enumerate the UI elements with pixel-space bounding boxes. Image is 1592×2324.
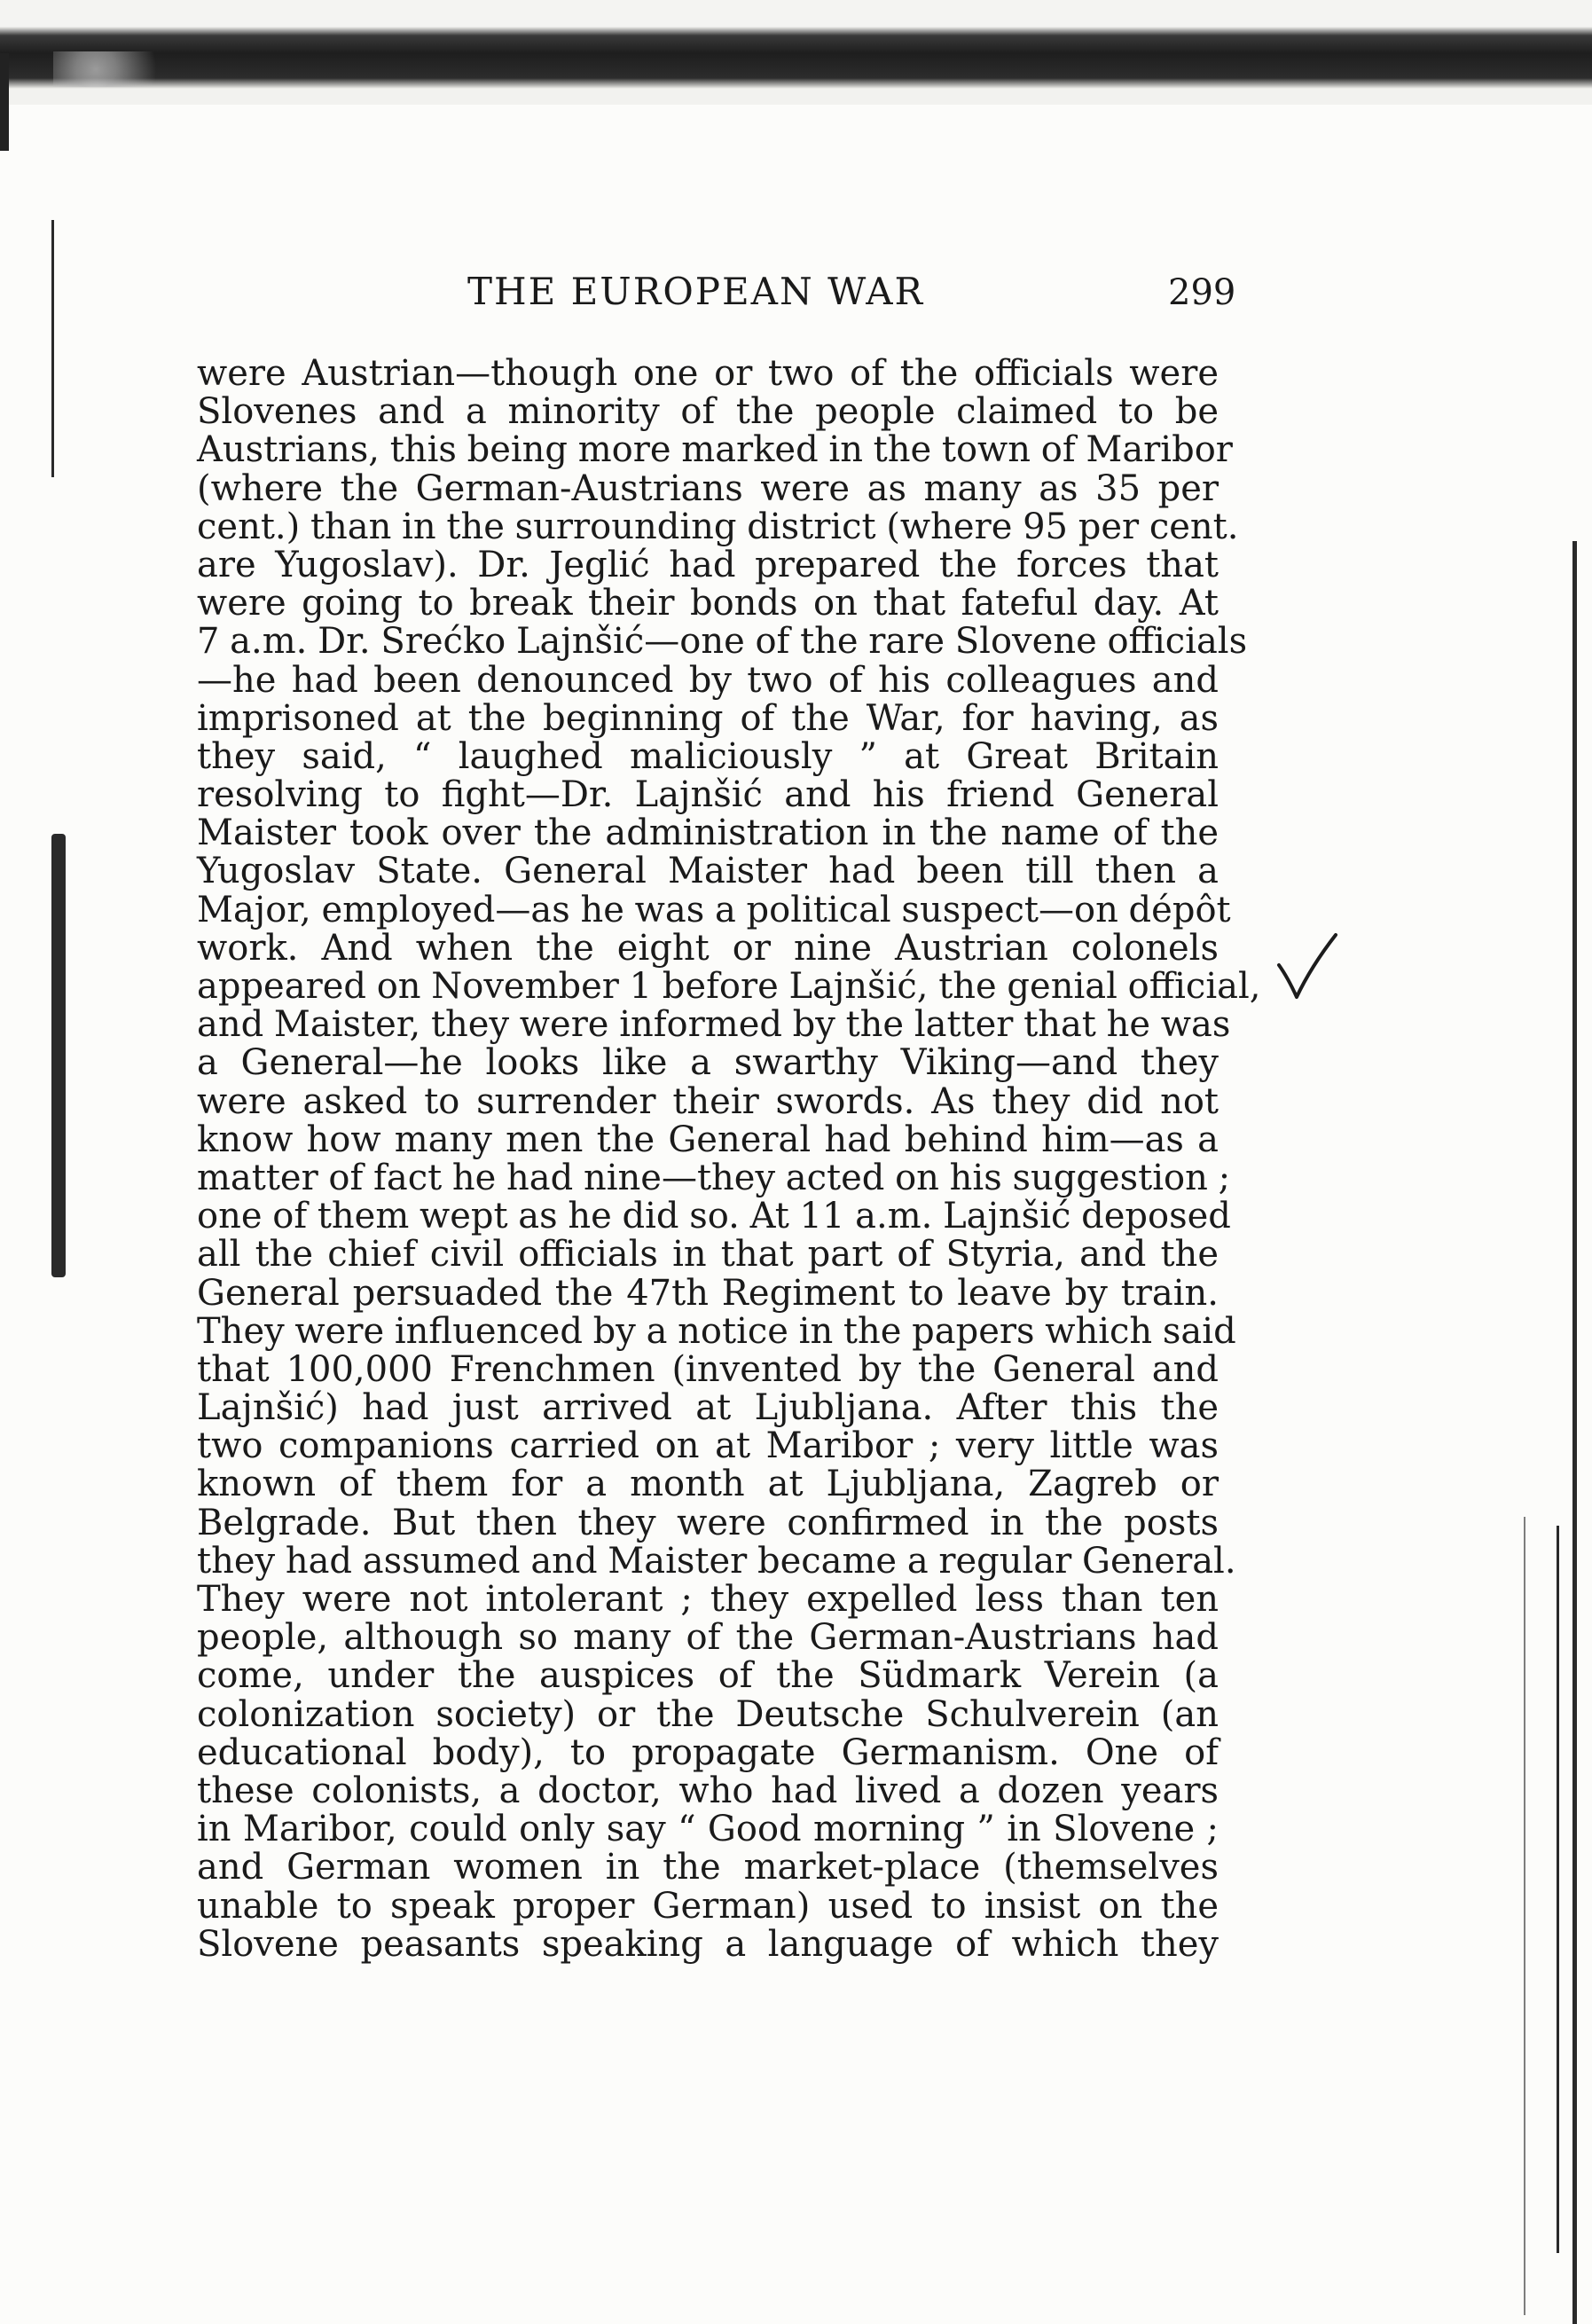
text-line: people, although so many of the German-Austrians had — [197, 1617, 1219, 1659]
text-line: 7 a.m. Dr. Srećko Lajnšić—one of the rare Slovene officials — [197, 621, 1248, 663]
page-number: 299 — [1168, 272, 1236, 313]
text-line: were Austrian—though one or two of the officials were — [197, 353, 1219, 394]
margin-mark-right-inner — [1557, 1526, 1559, 2253]
margin-mark-left-upper — [51, 220, 54, 477]
text-line: and German women in the market-place (themselves — [197, 1847, 1219, 1888]
scan-speckle — [53, 51, 195, 87]
text-line: Maister took over the administration in the name of the — [197, 813, 1219, 854]
scan-left-edge — [0, 53, 9, 151]
scan-top-border — [0, 0, 1592, 105]
text-line: all the chief civil officials in that part of Styria, and the — [197, 1234, 1219, 1276]
text-line: Austrians, this being more marked in the town of Maribor — [197, 429, 1233, 471]
text-line: two companions carried on at Maribor ; very little was — [197, 1425, 1219, 1467]
margin-mark-right-faint — [1524, 1517, 1525, 2315]
text-line: in Maribor, could only say “ Good morning ” in Slovene ; — [197, 1809, 1219, 1850]
text-line: Major, employed—as he was a political suspect—on dépôt — [197, 889, 1231, 930]
text-line: come, under the auspices of the Südmark Verein (a — [197, 1655, 1219, 1697]
text-line: appeared on November 1 before Lajnšić, the genial official, — [197, 966, 1261, 1007]
text-line: unable to speak proper German) used to insist on the — [197, 1885, 1219, 1927]
body-text — [197, 353, 1261, 1965]
text-line: Yugoslav State. General Maister had been till then a — [197, 851, 1219, 892]
text-line: colonization society) or the Deutsche Schulverein (an — [197, 1693, 1219, 1735]
text-line: resolving to fight—Dr. Lajnšić and his friend General — [197, 774, 1219, 816]
text-line: know how many men the General had behind him—as a — [197, 1119, 1219, 1160]
text-line: known of them for a month at Ljubljana, Zagreb or — [197, 1464, 1219, 1505]
text-line: General persuaded the 47th Regiment to leave by train. — [197, 1272, 1219, 1314]
text-line: matter of fact he had nine—they acted on his suggestion ; — [197, 1157, 1231, 1198]
text-line: cent.) than in the surrounding district (where 95 per cent. — [197, 506, 1239, 547]
text-line: Slovene peasants speaking a language of which they — [197, 1923, 1219, 1965]
text-line: imprisoned at the beginning of the War, for having, as — [197, 697, 1219, 739]
text-line: they said, “ laughed maliciously ” at Great Britain — [197, 735, 1219, 777]
text-line: a General—he looks like a swarthy Viking—and they — [197, 1042, 1219, 1084]
text-line: are Yugoslav). Dr. Jeglić had prepared the forces that — [197, 544, 1219, 585]
text-line: Belgrade. But then they were confirmed in the posts — [197, 1502, 1219, 1543]
text-line: were going to break their bonds on that fateful day. At — [197, 583, 1219, 624]
scan-right-edge — [1572, 541, 1577, 2324]
handwritten-checkmark-icon — [1275, 931, 1339, 1002]
text-line: They were influenced by a notice in the papers which said — [197, 1310, 1236, 1352]
text-line: these colonists, a doctor, who had lived a dozen years — [197, 1770, 1219, 1811]
text-line: educational body), to propagate Germanism. One of — [197, 1731, 1219, 1773]
text-line: Lajnšić) had just arrived at Ljubljana. After this the — [197, 1387, 1219, 1429]
text-line: that 100,000 Frenchmen (invented by the General and — [197, 1348, 1219, 1390]
text-line: they had assumed and Maister became a regular General. — [197, 1540, 1236, 1582]
text-line: They were not intolerant ; they expelled less than ten — [197, 1579, 1219, 1620]
text-line: work. And when the eight or nine Austrian colonels — [197, 927, 1219, 969]
text-line: (where the German-Austrians were as many as 35 per — [197, 467, 1219, 509]
text-line: one of them wept as he did so. At 11 a.m. Lajnšić deposed — [197, 1196, 1231, 1237]
margin-mark-left-lower — [51, 834, 66, 1277]
text-line: were asked to surrender their swords. As they did not — [197, 1080, 1219, 1122]
running-title: THE EUROPEAN WAR — [467, 270, 925, 313]
text-line: —he had been denounced by two of his colleagues and — [197, 659, 1219, 701]
text-line: and Maister, they were informed by the latter that he was — [197, 1004, 1231, 1046]
text-line: Slovenes and a minority of the people claimed to be — [197, 391, 1219, 433]
